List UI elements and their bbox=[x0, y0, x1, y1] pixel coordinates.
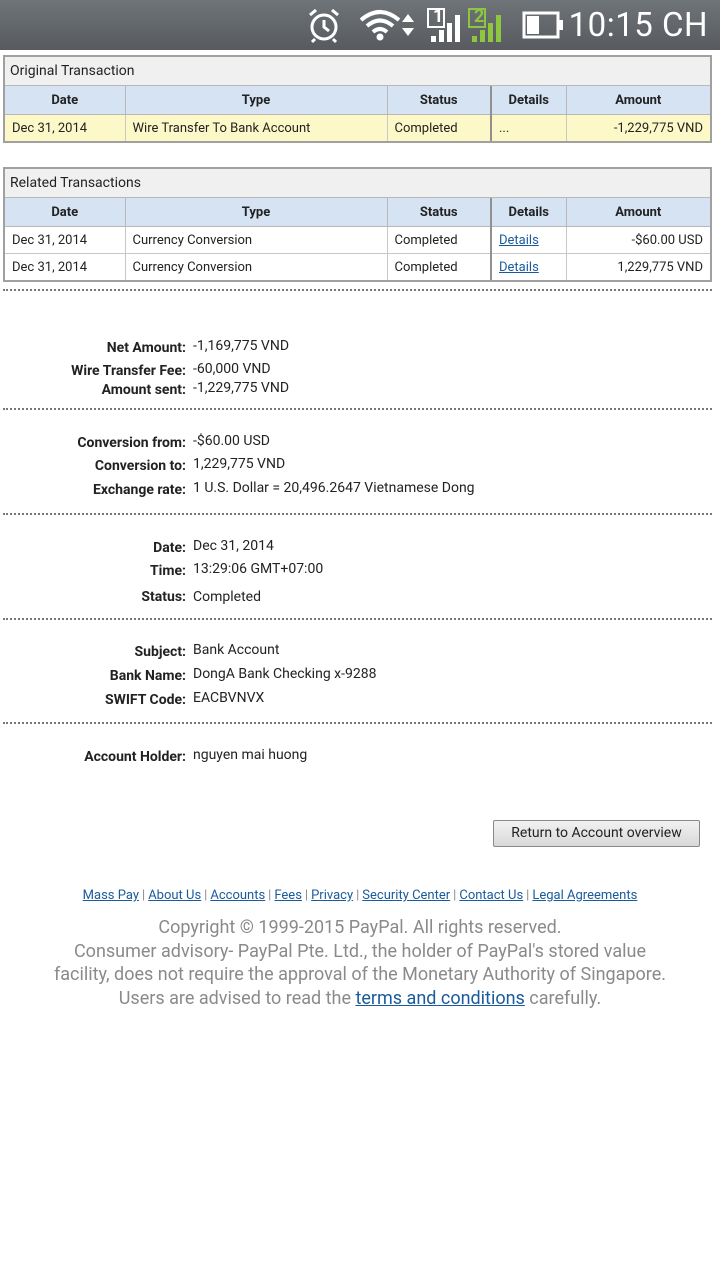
time-value: 13:29:06 GMT+07:00 bbox=[193, 561, 324, 577]
cell-details: ... bbox=[491, 115, 566, 142]
footer-links bbox=[0, 888, 720, 903]
col-header-type: Type bbox=[125, 86, 387, 115]
col-header-status: Status bbox=[387, 86, 491, 115]
advisory-pre-text: Users are advised to read the bbox=[118, 987, 352, 1009]
amount-sent-value: -1,229,775 VND bbox=[193, 380, 290, 396]
footer-link-mass-pay[interactable]: Mass Pay bbox=[82, 888, 139, 903]
col-header-type: Type bbox=[125, 198, 387, 227]
footer-separator: | bbox=[268, 888, 272, 903]
footer-separator: | bbox=[356, 888, 360, 903]
amount-sent-label: Amount sent: bbox=[101, 382, 186, 398]
wifi-icon bbox=[357, 0, 417, 50]
table-row bbox=[5, 227, 710, 254]
footer-separator: | bbox=[142, 888, 146, 903]
details-link[interactable]: Details bbox=[499, 232, 539, 248]
time-label: Time: bbox=[149, 563, 186, 579]
sim2-label: 2 bbox=[474, 6, 485, 27]
copyright-line: Copyright © 1999-2015 PayPal. All rights reserved. bbox=[158, 917, 562, 938]
footer-separator: | bbox=[526, 888, 530, 903]
account-holder-label: Account Holder: bbox=[84, 749, 186, 765]
table-header-row bbox=[5, 198, 710, 227]
original-transaction-table bbox=[3, 55, 712, 143]
cell-amount: -$60.00 USD bbox=[566, 227, 710, 254]
col-header-amount: Amount bbox=[566, 86, 710, 115]
footer-link-legal-agreements[interactable]: Legal Agreements bbox=[532, 888, 638, 903]
related-transactions-table bbox=[3, 167, 712, 282]
net-amount-value: -1,169,775 VND bbox=[193, 338, 290, 354]
status-label: Status: bbox=[141, 589, 186, 605]
advisory-line-3 bbox=[0, 987, 720, 1011]
cell-status: Completed bbox=[387, 227, 491, 254]
swift-code-value: EACBVNVX bbox=[193, 690, 265, 706]
terms-and-conditions-link[interactable]: terms and conditions bbox=[355, 987, 525, 1009]
divider bbox=[3, 513, 712, 515]
footer-link-security-center[interactable]: Security Center bbox=[362, 888, 451, 903]
alarm-icon bbox=[305, 0, 343, 50]
divider bbox=[3, 722, 712, 724]
bank-name-label: Bank Name: bbox=[109, 668, 186, 684]
subject-label: Subject: bbox=[134, 644, 186, 660]
cell-type: Wire Transfer To Bank Account bbox=[125, 115, 387, 142]
cell-date: Dec 31, 2014 bbox=[5, 227, 125, 254]
footer-link-accounts[interactable]: Accounts bbox=[210, 888, 266, 903]
cell-details bbox=[491, 227, 566, 254]
footer-link-privacy[interactable]: Privacy bbox=[311, 888, 354, 903]
col-header-date: Date bbox=[5, 86, 125, 115]
footer-separator: | bbox=[453, 888, 457, 903]
sim1-label: 1 bbox=[433, 6, 444, 27]
cell-status: Completed bbox=[387, 115, 491, 142]
cell-status: Completed bbox=[387, 254, 491, 281]
status-bar bbox=[0, 0, 720, 50]
divider bbox=[3, 618, 712, 620]
col-header-status: Status bbox=[387, 198, 491, 227]
status-time: 10:15 CH bbox=[568, 5, 708, 45]
divider bbox=[3, 289, 712, 291]
return-to-account-overview-button[interactable]: Return to Account overview bbox=[493, 820, 700, 847]
cell-type: Currency Conversion bbox=[125, 254, 387, 281]
conversion-from-value: -$60.00 USD bbox=[193, 433, 270, 449]
col-header-amount: Amount bbox=[566, 198, 710, 227]
battery-icon bbox=[522, 0, 566, 50]
original-transaction-caption: Original Transaction bbox=[5, 57, 710, 86]
advisory-line-2: facility, does not require the approval of the Monetary Authority of Singapore. bbox=[53, 964, 667, 985]
table-row bbox=[5, 115, 710, 142]
wire-fee-value: -60,000 VND bbox=[193, 361, 271, 377]
cell-amount: -1,229,775 VND bbox=[566, 115, 710, 142]
table-header-row bbox=[5, 86, 710, 115]
related-transactions-caption: Related Transactions bbox=[5, 169, 710, 198]
cell-details bbox=[491, 254, 566, 281]
footer-separator: | bbox=[204, 888, 208, 903]
date-value: Dec 31, 2014 bbox=[193, 538, 274, 554]
conversion-to-value: 1,229,775 VND bbox=[193, 456, 286, 472]
footer-link-fees[interactable]: Fees bbox=[274, 888, 302, 903]
exchange-rate-value: 1 U.S. Dollar = 20,496.2647 Vietnamese Dong bbox=[193, 480, 475, 496]
col-header-details: Details bbox=[491, 198, 566, 227]
details-link[interactable]: Details bbox=[499, 259, 539, 275]
cell-date: Dec 31, 2014 bbox=[5, 254, 125, 281]
divider bbox=[3, 408, 712, 410]
footer-link-about-us[interactable]: About Us bbox=[148, 888, 202, 903]
advisory-post-text: carefully. bbox=[529, 987, 602, 1009]
footer-copyright bbox=[0, 916, 720, 1010]
col-header-details: Details bbox=[491, 86, 566, 115]
col-header-date: Date bbox=[5, 198, 125, 227]
account-holder-value: nguyen mai huong bbox=[193, 747, 308, 763]
footer-separator: | bbox=[304, 888, 309, 903]
advisory-line-1: Consumer advisory- PayPal Pte. Ltd., the holder of PayPal's stored value bbox=[73, 940, 647, 962]
cell-type: Currency Conversion bbox=[125, 227, 387, 254]
conversion-to-label: Conversion to: bbox=[94, 458, 186, 474]
status-value: Completed bbox=[193, 589, 261, 605]
footer-link-contact-us[interactable]: Contact Us bbox=[459, 888, 524, 903]
net-amount-label: Net Amount: bbox=[106, 340, 186, 356]
cell-amount: 1,229,775 VND bbox=[566, 254, 710, 281]
table-row bbox=[5, 254, 710, 281]
exchange-rate-label: Exchange rate: bbox=[92, 482, 186, 498]
cell-date: Dec 31, 2014 bbox=[5, 115, 125, 142]
conversion-from-label: Conversion from: bbox=[77, 435, 186, 451]
bank-name-value: DongA Bank Checking x-9288 bbox=[193, 666, 377, 682]
date-label: Date: bbox=[153, 540, 186, 556]
wire-fee-label: Wire Transfer Fee: bbox=[71, 363, 186, 379]
swift-code-label: SWIFT Code: bbox=[104, 692, 186, 708]
subject-value: Bank Account bbox=[193, 642, 280, 658]
